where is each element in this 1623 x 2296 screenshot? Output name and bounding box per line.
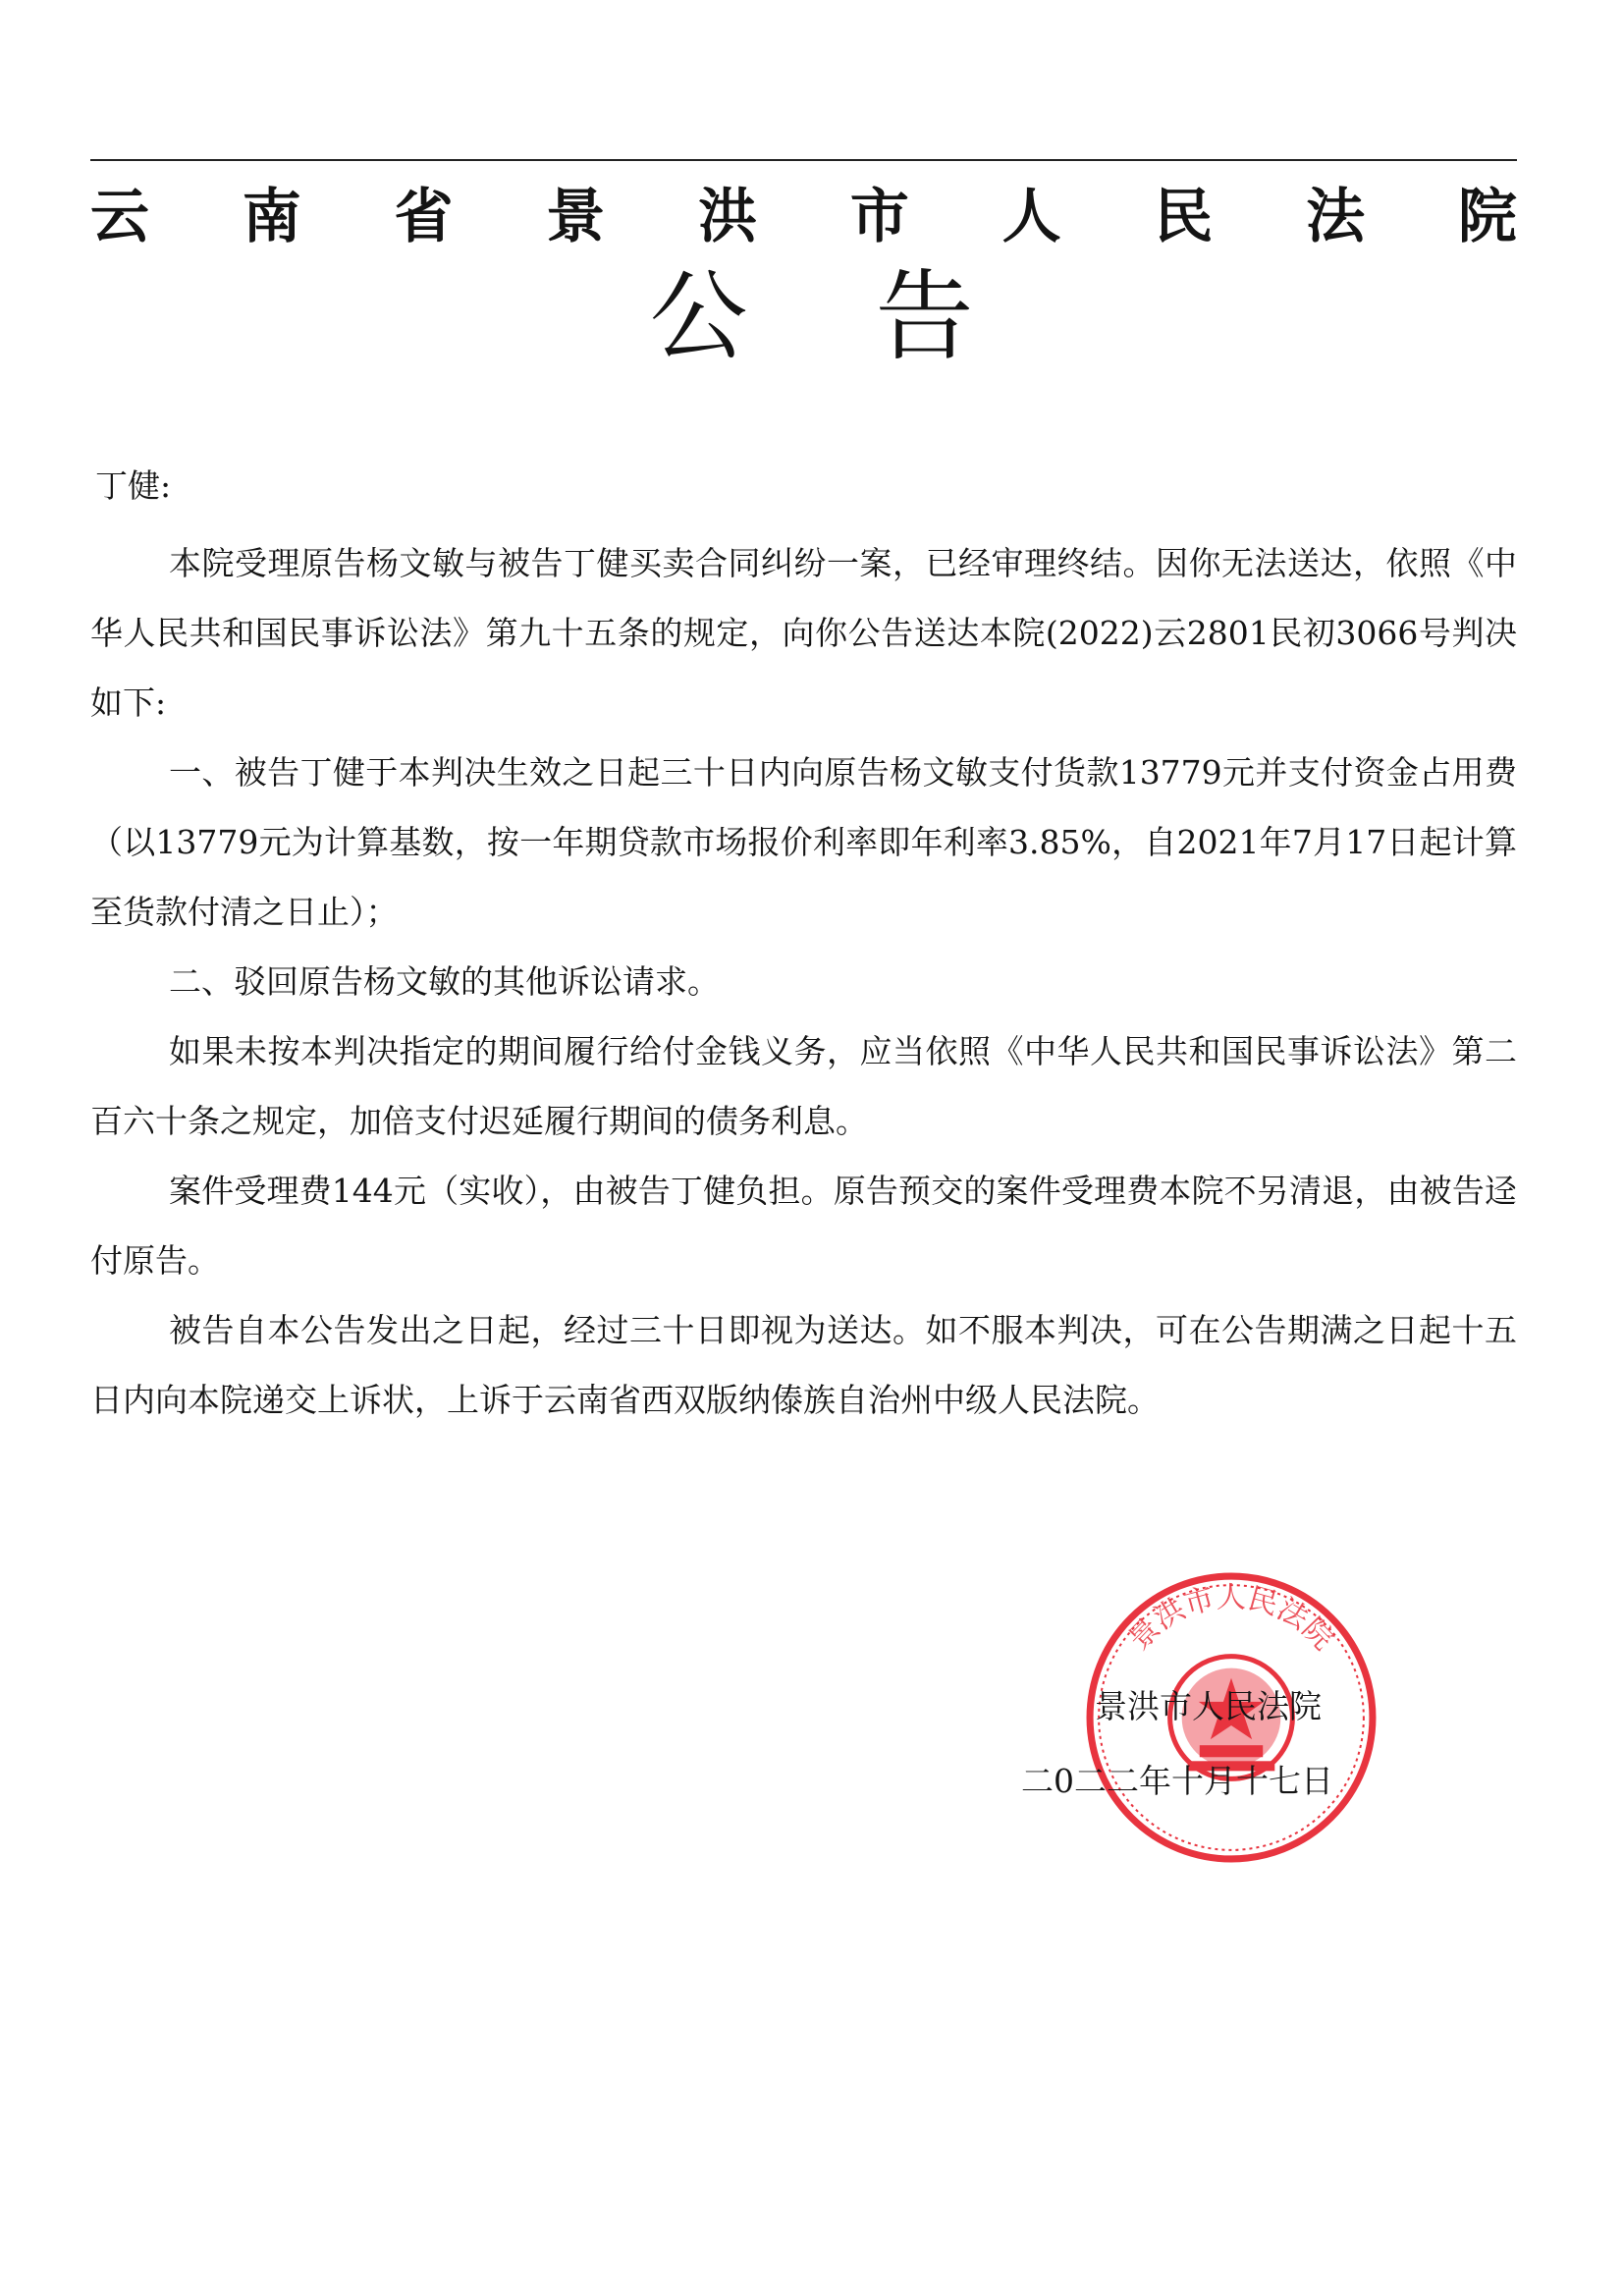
signature-date: 二0二二年十月十七日 bbox=[1021, 1762, 1333, 1800]
court-name-char: 法 bbox=[1306, 183, 1366, 251]
addressee: 丁健: bbox=[95, 466, 172, 505]
paragraph-case-intro: 本院受理原告杨文敏与被告丁健买卖合同纠纷一案，已经审理终结。因你无法送达，依照《中华人民共和国民事诉讼法》第九十五条的规定，向你公告送达本院(2022)云2801民初3066号判决如下: bbox=[90, 544, 1517, 722]
court-name-char: 南 bbox=[242, 183, 301, 251]
header-rule bbox=[90, 159, 1517, 161]
paragraph-service-appeal: 被告自本公告发出之日起，经过三十日即视为送达。如不服本判决，可在公告期满之日起十五日内向本院递交上诉状，上诉于云南省西双版纳傣族自治州中级人民法院。 bbox=[90, 1311, 1517, 1419]
court-name-char: 云 bbox=[90, 183, 149, 251]
paragraph-judgment-item-1: 一、被告丁健于本判决生效之日起三十日内向原告杨文敏支付货款13779元并支付资金占用费（以13779元为计算基数，按一年期贷款市场报价利率即年利率3.85%，自2021年7月17日起计算至货款付清之日止）； bbox=[90, 753, 1517, 931]
court-name-char: 院 bbox=[1457, 183, 1517, 251]
court-name-char: 市 bbox=[849, 183, 909, 251]
paragraph-court-fee: 案件受理费144元（实收），由被告丁健负担。原告预交的案件受理费本院不另清退，由被告迳付原告。 bbox=[90, 1172, 1517, 1280]
signature-court: 景洪市人民法院 bbox=[1095, 1687, 1322, 1725]
court-name-char: 景 bbox=[546, 183, 606, 251]
svg-text:景洪市人民法院: 景洪市人民法院 bbox=[1121, 1580, 1341, 1658]
court-name-char: 人 bbox=[1001, 183, 1061, 251]
notice-body bbox=[90, 528, 1517, 1435]
court-name-char: 民 bbox=[1154, 183, 1214, 251]
paragraph-judgment-item-2: 二、驳回原告杨文敏的其他诉讼请求。 bbox=[169, 962, 720, 1001]
court-name-char: 洪 bbox=[698, 183, 758, 251]
court-name-header bbox=[90, 163, 1517, 261]
signature-block bbox=[1021, 1669, 1434, 1819]
court-name-char: 省 bbox=[394, 183, 454, 251]
paragraph-late-payment: 如果未按本判决指定的期间履行给付金钱义务，应当依照《中华人民共和国民事诉讼法》第二百六十条之规定，加倍支付迟延履行期间的债务利息。 bbox=[90, 1032, 1517, 1140]
document-title: 公告 bbox=[649, 259, 1102, 374]
